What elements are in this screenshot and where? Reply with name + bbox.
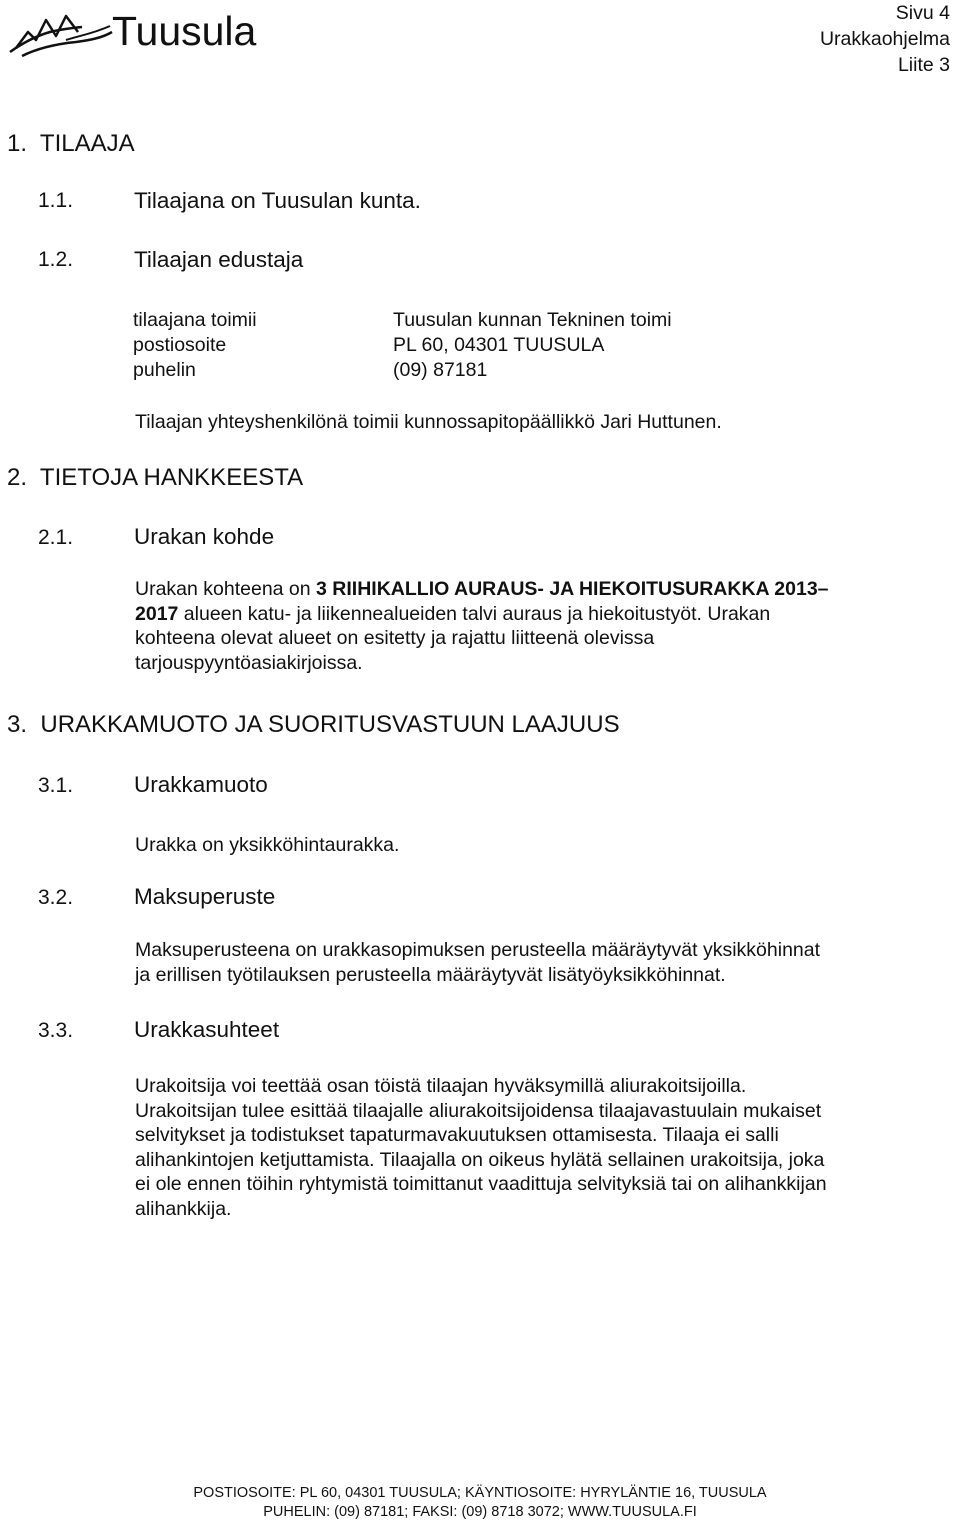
field-value: PL 60, 04301 TUUSULA — [393, 334, 605, 356]
subsection-number: 3.1. — [38, 774, 74, 797]
subsection-title: Urakkamuoto — [134, 772, 268, 797]
paragraph-line: ei ole ennen töihin ryhtymistä toimittanut vaadittuja selvityksiä tai on alihankkijan — [135, 1173, 827, 1195]
tuusula-logo — [6, 2, 316, 62]
subsection-title: Urakan kohde — [134, 524, 275, 549]
document-name: Urakkaohjelma — [819, 28, 950, 50]
field-label: postiosoite — [133, 334, 227, 356]
paragraph-line: alihankintojen ketjuttamista. Tilaajalla on oikeus hylätä sellainen urakoitsija, joka — [135, 1148, 825, 1171]
section-number: 3. — [7, 711, 28, 738]
section-number: 2. — [7, 464, 28, 491]
logo-text: Tuusula — [112, 8, 257, 54]
paragraph-line: alihankkija. — [135, 1197, 232, 1220]
paragraph-line: kohteena olevat alueet on esitetty ja rajattu liitteenä olevissa — [135, 627, 655, 649]
subsection-title: Urakkasuhteet — [134, 1017, 280, 1042]
object-paragraph — [135, 577, 829, 675]
contract-type-text: Urakka on yksikköhintaurakka. — [135, 834, 400, 856]
subsection-number: 2.1. — [38, 526, 74, 549]
subsection-title: Tilaajan edustaja — [134, 247, 304, 272]
text-run: Urakan kohteena on — [135, 578, 317, 600]
subsection-text: Tilaajana on Tuusulan kunta. — [134, 188, 421, 213]
paragraph-line: selvitykset ja todistukset tapaturmavakuutuksen ottamisesta. Tilaaja ei salli — [135, 1124, 779, 1146]
section-title: URAKKAMUOTO JA SUORITUSVASTUUN LAAJUUS — [40, 711, 620, 738]
subsection-number: 1.2. — [38, 248, 74, 271]
footer-address: POSTIOSOITE: PL 60, 04301 TUUSULA; KÄYNTIOSOITE: HYRYLÄNTIE 16, TUUSULA — [193, 1485, 767, 1501]
field-label: tilaajana toimii — [133, 309, 257, 331]
section-1-heading — [7, 130, 135, 158]
footer — [0, 1484, 960, 1522]
bold-run: 2017 — [135, 602, 179, 625]
subsection-number: 3.2. — [38, 886, 74, 909]
section-title: TILAAJA — [39, 130, 135, 157]
subsection-title: Maksuperuste — [134, 884, 276, 909]
field-label: puhelin — [133, 359, 196, 381]
paragraph-line: ja erillisen työtilauksen perusteella määräytyvät lisätyöyksikköhinnat. — [135, 963, 726, 986]
text-run: alueen katu- ja liikennealueiden talvi auraus ja hiekoitustyöt. Urakan — [178, 602, 771, 625]
tuusula-logo-mark-icon — [6, 2, 116, 62]
page-number: Sivu 4 — [895, 2, 950, 24]
contact-paragraph: Tilaajan yhteyshenkilönä toimii kunnossapitopäällikkö Jari Huttunen. — [135, 411, 722, 433]
paragraph-line — [135, 577, 829, 602]
section-3-heading — [7, 711, 620, 739]
subcontract-paragraph — [135, 1074, 827, 1221]
attachment-label: Liite 3 — [897, 54, 950, 76]
paragraph-line — [135, 602, 829, 627]
payment-paragraph — [135, 938, 820, 987]
field-value: (09) 87181 — [393, 359, 488, 381]
section-number: 1. — [7, 130, 28, 157]
field-value: Tuusulan kunnan Tekninen toimi — [393, 309, 672, 331]
subsection-number: 1.1. — [38, 189, 74, 212]
paragraph-line: tarjouspyyntöasiakirjoissa. — [135, 651, 363, 674]
section-2-heading — [7, 464, 303, 492]
subsection-number: 3.3. — [38, 1019, 74, 1042]
paragraph-line: Maksuperusteena on urakkasopimuksen perusteella määräytyvät yksikköhinnat — [135, 939, 821, 961]
footer-contact: PUHELIN: (09) 87181; FAKSI: (09) 8718 3072; WWW.TUUSULA.FI — [263, 1504, 697, 1520]
paragraph-line: Urakoitsijan tulee esittää tilaajalle aliurakoitsijoidensa tilaajavastuulain mukaiset — [135, 1099, 822, 1122]
bold-run: 3 RIIHIKALLIO AURAUS- JA HIEKOITUSURAKKA 2013– — [316, 578, 829, 600]
section-title: TIETOJA HANKKEESTA — [39, 464, 304, 491]
paragraph-line: Urakoitsija voi teettää osan töistä tilaajan hyväksymillä aliurakoitsijoilla. — [135, 1075, 747, 1097]
